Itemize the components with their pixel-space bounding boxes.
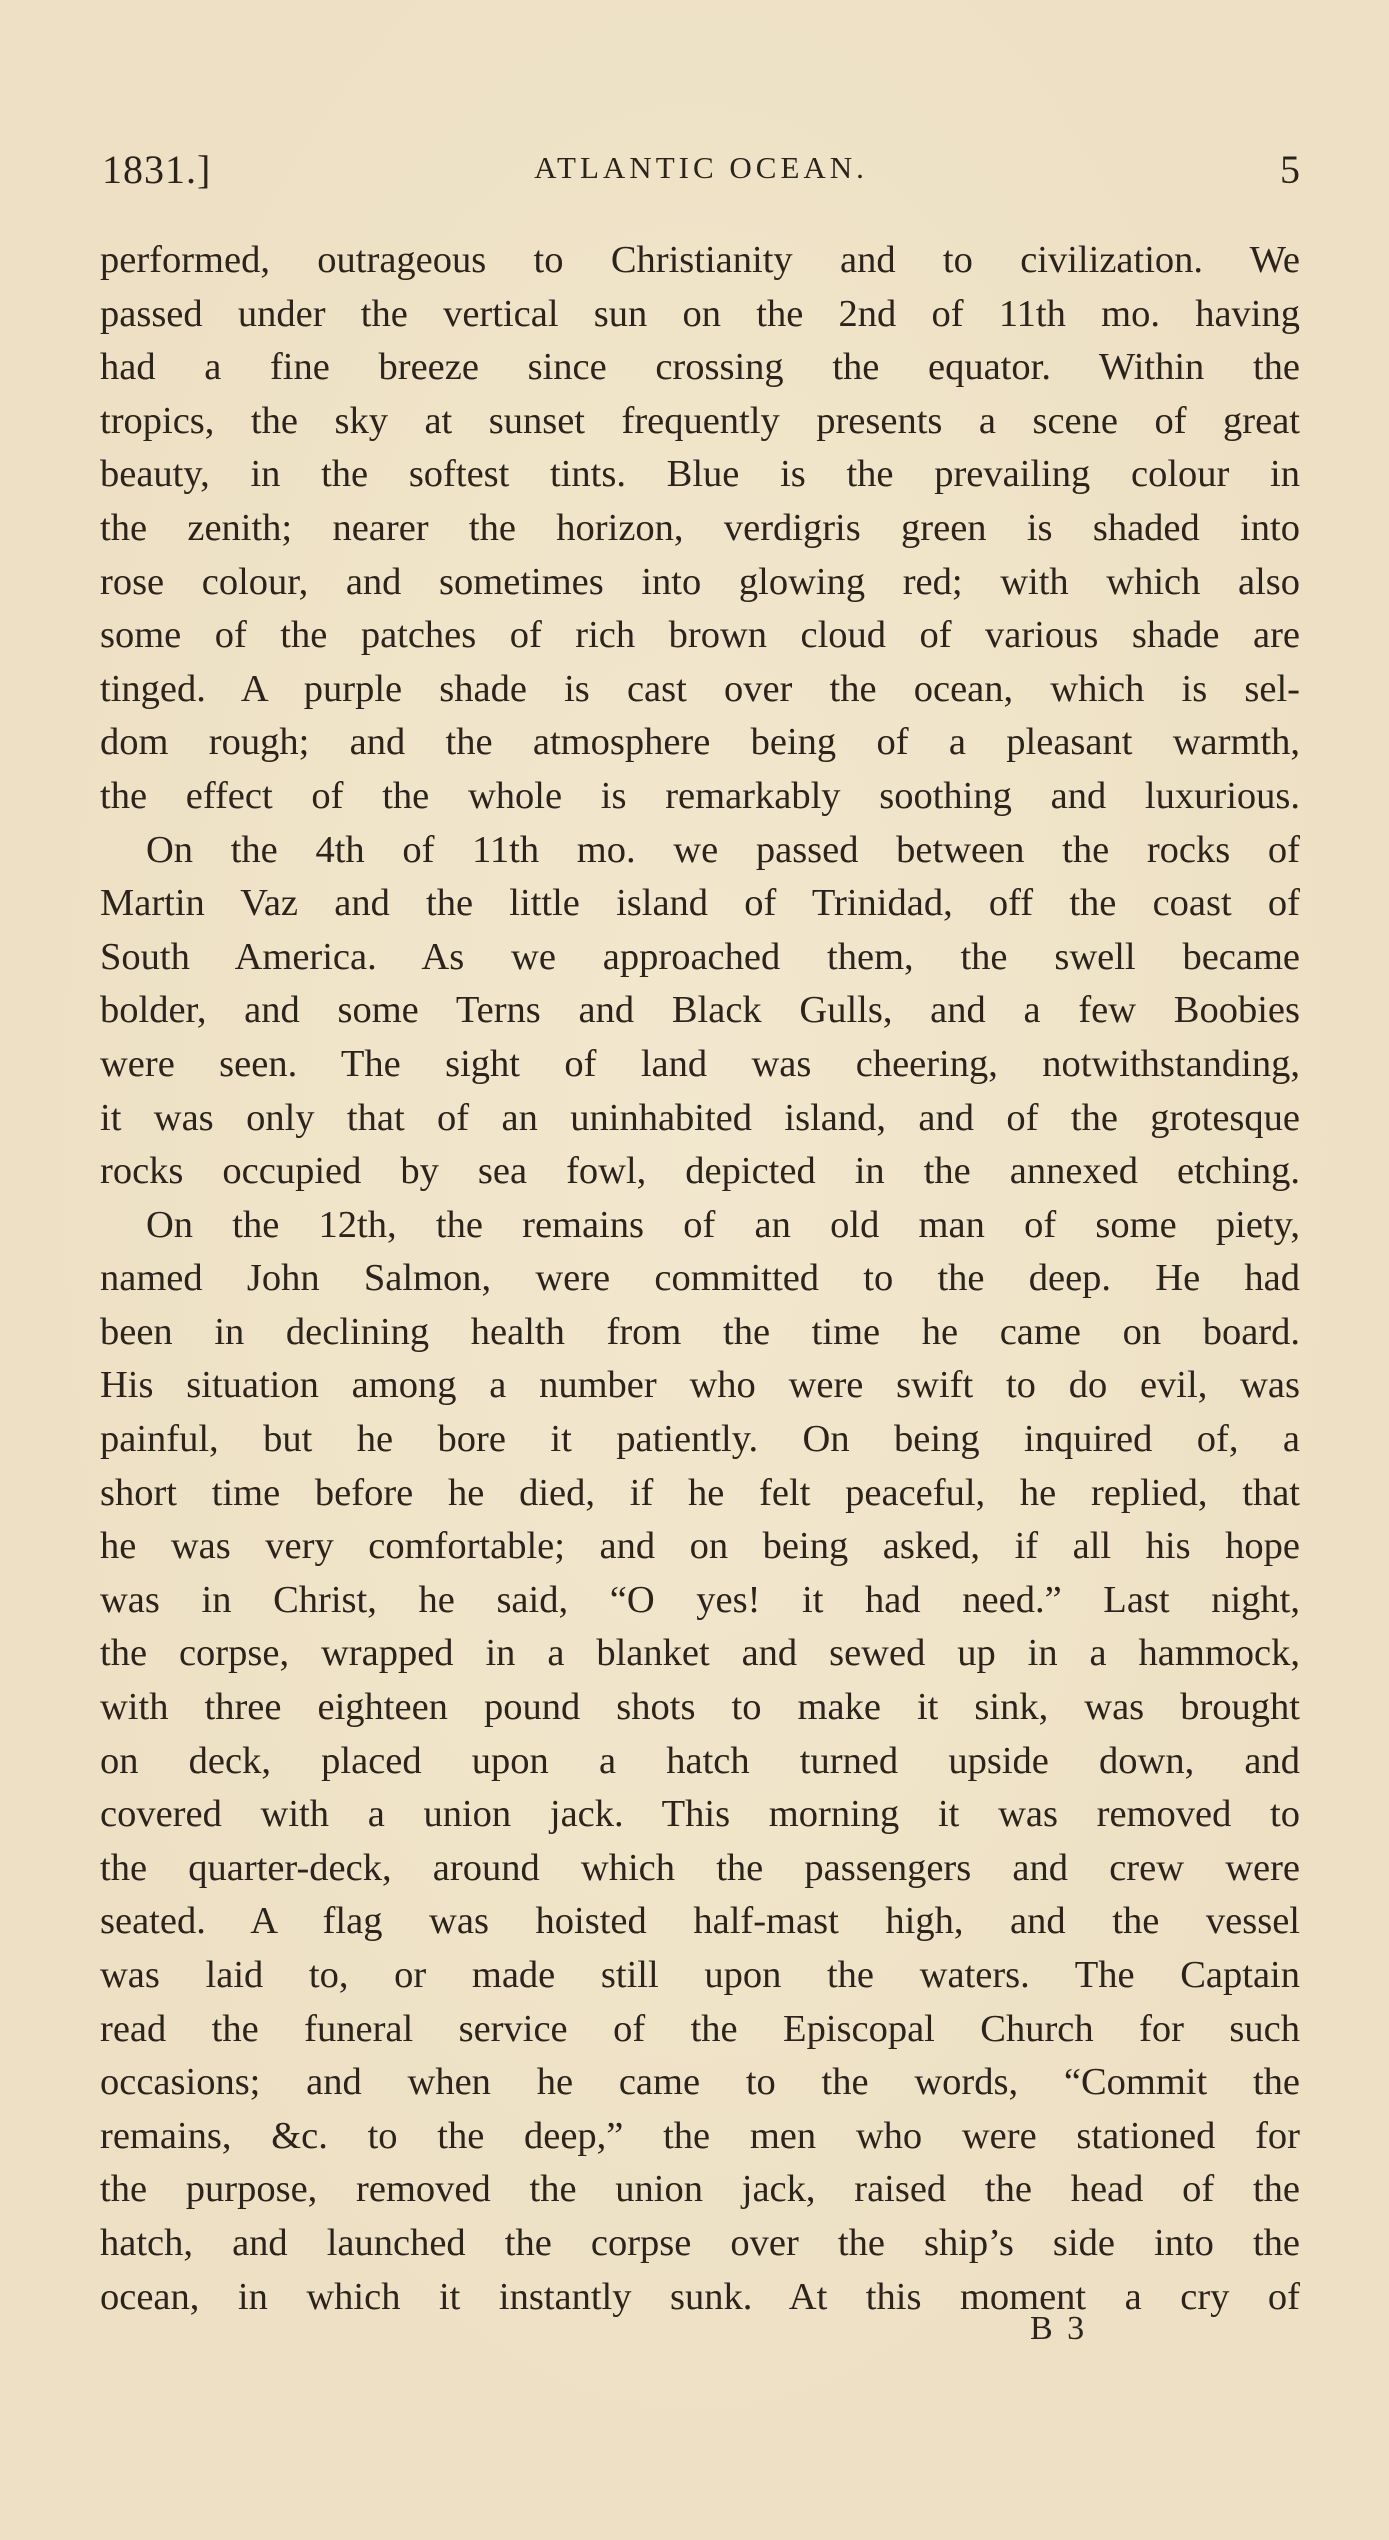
text-line: been in declining health from the time he came on board. xyxy=(100,1310,1300,1353)
page-number: 5 xyxy=(1280,147,1300,192)
text-line: tropics, the sky at sunset frequently presents a scene of great xyxy=(100,399,1300,442)
paragraph-start-line: On the 4th of 11th mo. we passed between the rocks of xyxy=(146,828,1300,871)
text-line: were seen. The sight of land was cheering, notwithstanding, xyxy=(100,1042,1300,1085)
text-line: South America. As we approached them, the swell became xyxy=(100,935,1300,978)
text-line: dom rough; and the atmosphere being of a pleasant warmth, xyxy=(100,721,1300,764)
text-line: read the funeral service of the Episcopal Church for such xyxy=(100,2007,1300,2050)
text-line: with three eighteen pound shots to make it sink, was brought xyxy=(100,1686,1300,1729)
body-text xyxy=(100,234,1300,2324)
text-line: was in Christ, he said, “O yes! it had need.” Last night, xyxy=(100,1578,1300,1621)
text-line: the effect of the whole is remarkably soothing and luxurious. xyxy=(100,774,1300,817)
text-line: had a fine breeze since crossing the equator. Within the xyxy=(100,346,1300,389)
running-head xyxy=(102,146,1300,202)
text-line: rocks occupied by sea fowl, depicted in the annexed etching. xyxy=(100,1150,1300,1193)
text-line: named John Salmon, were committed to the deep. He had xyxy=(100,1257,1300,1300)
paragraph-start-line: On the 12th, the remains of an old man of some piety, xyxy=(146,1203,1300,1246)
text-line: Martin Vaz and the little island of Trinidad, off the coast of xyxy=(100,882,1300,925)
text-line: it was only that of an uninhabited island, and of the grotesque xyxy=(100,1096,1300,1139)
running-head-year: 1831.] xyxy=(102,147,212,192)
text-line: beauty, in the softest tints. Blue is the prevailing colour in xyxy=(100,453,1300,496)
signature-mark: B 3 xyxy=(1030,2310,1088,2347)
text-line: the corpse, wrapped in a blanket and sewed up in a hammock, xyxy=(100,1632,1300,1675)
text-line: short time before he died, if he felt peaceful, he replied, that xyxy=(100,1471,1300,1514)
text-line: hatch, and launched the corpse over the ship’s side into the xyxy=(100,2221,1300,2264)
text-line: His situation among a number who were swift to do evil, was xyxy=(100,1364,1300,1407)
text-line: tinged. A purple shade is cast over the ocean, which is sel- xyxy=(100,667,1300,710)
text-line: the quarter-deck, around which the passengers and crew were xyxy=(100,1846,1300,1889)
text-line: covered with a union jack. This morning it was removed to xyxy=(100,1793,1300,1836)
text-line: the zenith; nearer the horizon, verdigris green is shaded into xyxy=(100,506,1300,549)
text-line: ocean, in which it instantly sunk. At this moment a cry of xyxy=(100,2275,1300,2318)
text-line: he was very comfortable; and on being asked, if all his hope xyxy=(100,1525,1300,1568)
text-line: rose colour, and sometimes into glowing red; with which also xyxy=(100,560,1300,603)
text-line: painful, but he bore it patiently. On being inquired of, a xyxy=(100,1418,1300,1461)
text-line: was laid to, or made still upon the waters. The Captain xyxy=(100,1954,1300,1996)
running-head-title: ATLANTIC OCEAN. xyxy=(534,150,868,185)
text-line: some of the patches of rich brown cloud of various shade are xyxy=(100,614,1300,657)
text-line: performed, outrageous to Christianity and to civilization. We xyxy=(100,239,1300,281)
text-line: on deck, placed upon a hatch turned upside down, and xyxy=(100,1739,1300,1782)
text-line: remains, &c. to the deep,” the men who were stationed for xyxy=(100,2114,1300,2157)
text-line: passed under the vertical sun on the 2nd of 11th mo. having xyxy=(100,292,1300,335)
text-line: seated. A flag was hoisted half-mast high, and the vessel xyxy=(100,1900,1300,1943)
text-line: the purpose, removed the union jack, raised the head of the xyxy=(100,2168,1300,2211)
text-line: bolder, and some Terns and Black Gulls, and a few Boobies xyxy=(100,989,1300,1032)
text-line: occasions; and when he came to the words, “Commit the xyxy=(100,2061,1300,2104)
